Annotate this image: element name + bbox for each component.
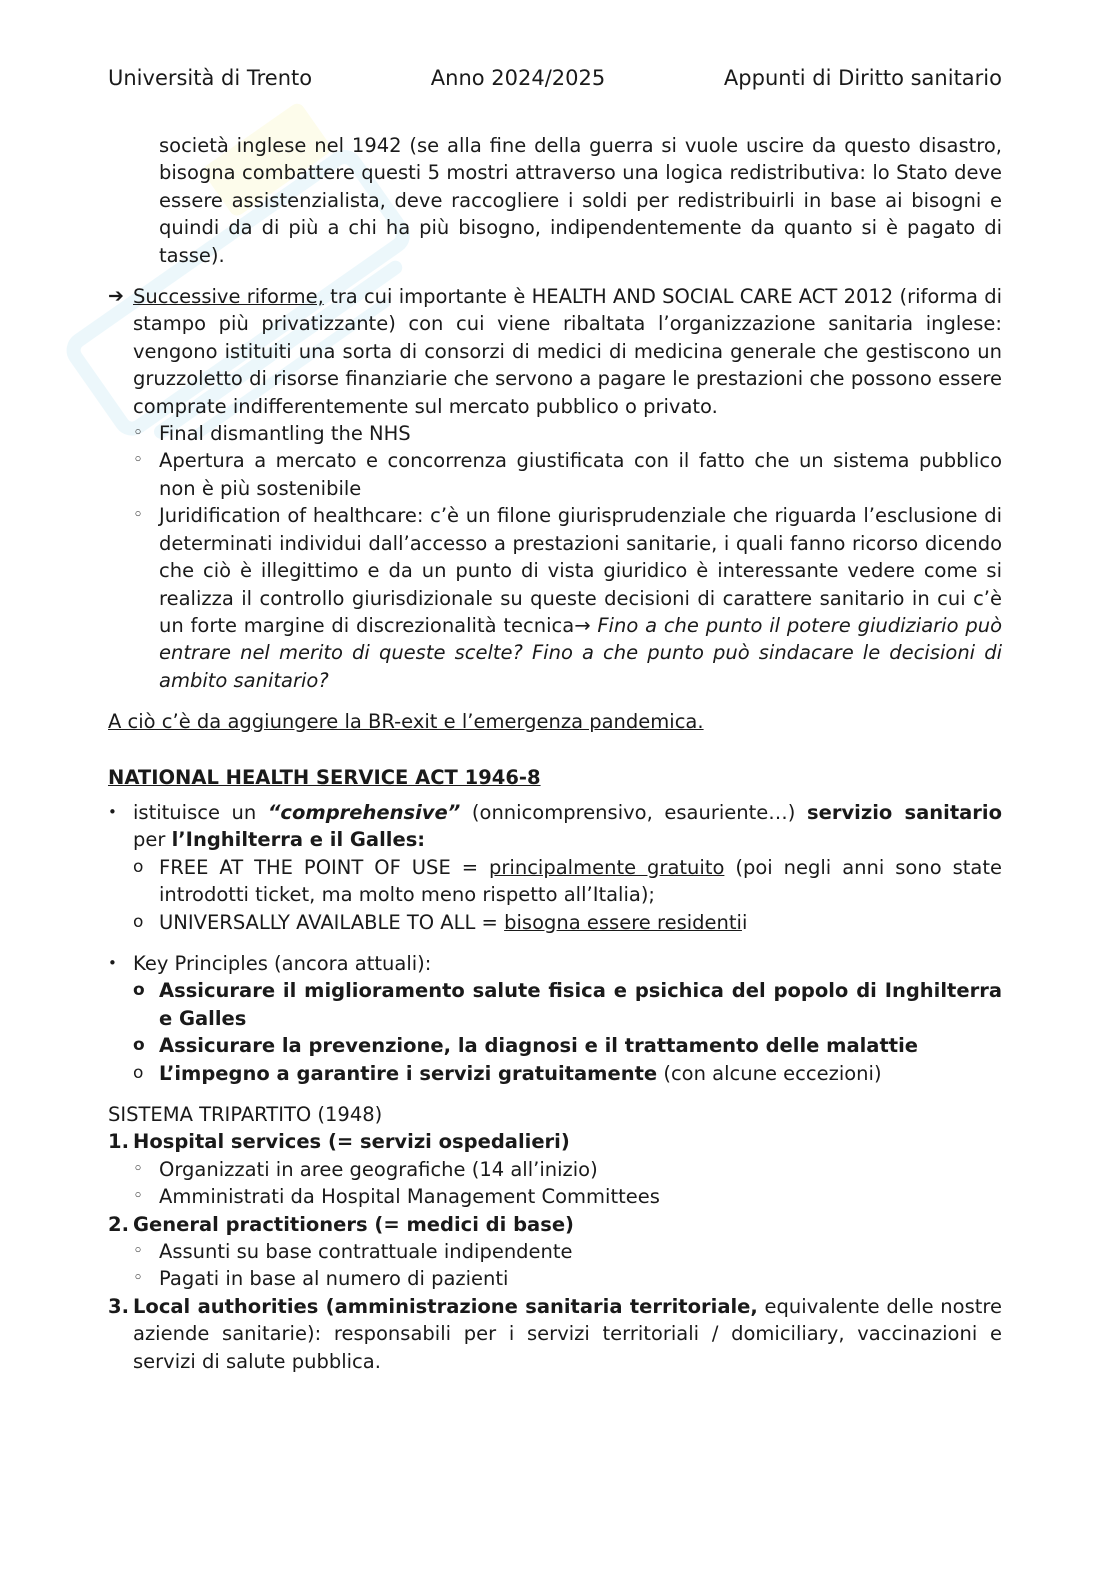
list-item: ◦ Pagati in base al numero di pazienti [133, 1265, 1002, 1292]
tripartite-item-2: 2. General practitioners (= medici di base) ◦ Assunti su base contrattuale indipendente ◦ Pagati in base al numero di pazienti [108, 1211, 1002, 1293]
reforms-text: tra cui importante è HEALTH AND SOCIAL CARE ACT 2012 (riforma di stampo più privatizzante) con cui viene ribaltata l’organizzazione sanitaria inglese: vengono istituiti una sorta di consorzi di medici di medicina generale che gestiscono un gruzzoletto di risorse finanziarie che servono a pagare le prestazioni che possono essere comprate indifferentemente sul mercato pubblico o privato. [133, 285, 1002, 418]
reforms-sublist [133, 420, 1002, 694]
list-item: ◦ Organizzati in aree geografiche (14 all’inizio) [133, 1156, 1002, 1183]
tripartite-item-3: 3. Local authorities (amministrazione sanitaria territoriale, equivalente delle nostre aziende sanitarie): responsabili per i servizi territoriali / domiciliary, vaccinazioni e servizi di salute pubblica. [108, 1294, 1002, 1373]
list-item: ◦ Assunti su base contrattuale indipendente [133, 1238, 1002, 1265]
section-title-nhs-act: NATIONAL HEALTH SERVICE ACT 1946-8 [108, 765, 541, 789]
reforms-body [133, 283, 1002, 694]
nhs-bullet-1 [108, 799, 1002, 936]
list-item: ◦ Final dismantling the NHS [133, 420, 1002, 447]
list-item: ◦ Amministrati da Hospital Management Committees [133, 1183, 1002, 1210]
addendum-line: A ciò c’è da aggiungere la BR-exit e l’emergenza pandemica. [108, 710, 704, 734]
list-item: ◦ Apertura a mercato e concorrenza giustificata con il fatto che un sistema pubblico non è più sostenibile [133, 447, 1002, 502]
list-item: o Assicurare la prevenzione, la diagnosi e il trattamento delle malattie [133, 1032, 1002, 1059]
list-item: o FREE AT THE POINT OF USE = principalmente gratuito (poi negli anni sono state introdotti ticket, ma molto meno rispetto all’Italia); [133, 854, 1002, 909]
tripartite-item-1: 1. Hospital services (= servizi ospedalieri) ◦ Organizzati in aree geografiche (14 all’inizio) ◦ Amministrati da Hospital Management Committees [108, 1128, 1002, 1210]
reforms-lead: Successive riforme, [133, 285, 324, 309]
bullet-dot-icon: • [108, 802, 117, 821]
bullet-dot-icon: • [108, 953, 117, 972]
document-body [108, 132, 1002, 1375]
list-item: o Assicurare il miglioramento salute fisica e psichica del popolo di Inghilterra e Galles [133, 977, 1002, 1032]
italic-question: → Fino a che punto il potere giudiziario può entrare nel merito di queste scelte? Fino a che punto può sindacare le decisioni di ambito sanitario? [159, 613, 1002, 692]
header-year: Anno 2024/2025 [430, 66, 606, 90]
list-item: o UNIVERSALLY AVAILABLE TO ALL = bisogna essere residentii [133, 909, 1002, 936]
nhs-bullet-2 [108, 950, 1002, 1087]
page-header [108, 66, 1002, 96]
intro-paragraph: società inglese nel 1942 (se alla fine della guerra si vuole uscire da questo disastro, bisogna combattere questi 5 mostri attraverso una logica redistributiva: lo Stato deve essere assistenzialista, deve raccogliere i soldi per redistribuirli in base ai bisogni e quindi da di più a chi ha più bisogno, indipendentemente da quanto si è pagato di tasse). [159, 134, 1002, 267]
nhs-bullet-1-sublist [133, 854, 1002, 936]
header-course: Appunti di Diritto sanitario [723, 66, 1002, 90]
list-item: ◦ Juridification of healthcare: c’è un filone giurisprudenziale che riguarda l’esclusione di determinati individui dall’accesso a prestazioni sanitarie, i quali fanno ricorso dicendo che ciò è illegittimo e da un punto di vista giuridico è interessante vedere come si realizza il controllo giurisdizionale su queste decisioni di carattere sanitario in cui c’è un forte margine di discrezionalità tecnica→ Fino a che punto il potere giudiziario può entrare nel merito di queste scelte? Fino a che punto può sindacare le decisioni di ambito sanitario? [133, 502, 1002, 694]
arrow-bullet-icon: ➔ [108, 285, 124, 308]
reforms-item [108, 283, 1002, 694]
header-university: Università di Trento [108, 66, 313, 90]
nhs-bullet-1-body: istituisce un “comprehensive” (onnicomprensivo, esauriente…) servizio sanitario per l’Inghilterra e il Galles: o FREE AT THE POINT OF USE = principalmente gratuito (poi negli anni sono state introdotti ticket, ma molto meno rispetto all’Italia); o UNIVERSALLY AVAILABLE TO ALL = bisogna essere residentii [133, 799, 1002, 936]
nhs-bullet-2-body: Key Principles (ancora attuali): o Assicurare il miglioramento salute fisica e psichica del popolo di Inghilterra e Galles o Assicurare la prevenzione, la diagnosi e il trattamento delle malattie o L’impegno a garantire i servizi gratuitamente (con alcune eccezioni) [133, 950, 1002, 1087]
tripartite-title: SISTEMA TRIPARTITO (1948) [108, 1103, 383, 1126]
list-item: o L’impegno a garantire i servizi gratuitamente (con alcune eccezioni) [133, 1060, 1002, 1087]
key-principles-list [133, 977, 1002, 1087]
